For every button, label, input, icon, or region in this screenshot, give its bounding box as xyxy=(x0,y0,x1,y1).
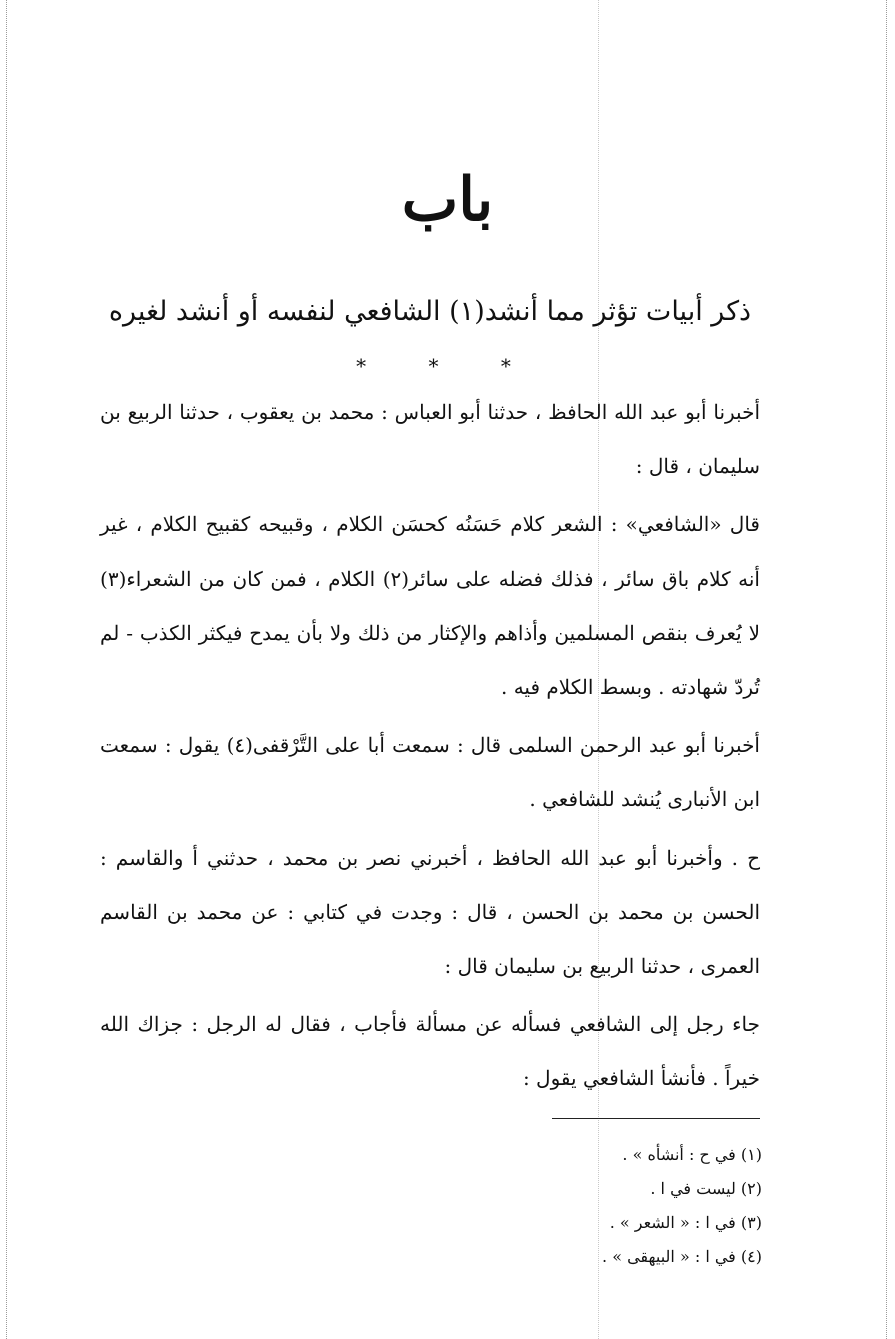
main-text xyxy=(100,385,760,1110)
paragraph-2: قال «الشافعي» : الشعر كلام حَسَنُه كحسَن الكلام ، وقبيحه كقبيح الكلام ، غير أنه كلام باق سائر ، فذلك فضله على سائر(٢) الكلام ، فمن كان من الشعراء(٣) لا يُعرف بنقص المسلمين وأذاهم والإكثار من ذلك ولا بأن يمدح فيكثر الكذب - لم تُردّ شهادته . وبسط الكلام فيه . xyxy=(100,512,760,700)
paragraph-1: أخبرنا أبو عبد الله الحافظ ، حدثنا أبو العباس : محمد بن يعقوب ، حدثنا الربيع بن سليمان ، قال : xyxy=(100,400,760,479)
footnotes xyxy=(300,1138,762,1274)
footnote-divider xyxy=(552,1118,760,1119)
chapter-heading: باب xyxy=(401,165,494,235)
paragraph-4: ح . وأخبرنا أبو عبد الله الحافظ ، أخبرني نصر بن محمد ، حدثني أ والقاسم : الحسن بن محمد بن الحسن ، قال : وجدت في كتابي : عن محمد بن القاسم العمرى ، حدثنا الربيع بن سليمان قال : xyxy=(100,845,760,979)
footnote-4: (٤) في ا : « البيهقى » . xyxy=(602,1247,762,1266)
paragraph-5: جاء رجل إلى الشافعي فسأله عن مسألة فأجاب ، فقال له الرجل : جزاك الله خيراً . فأنشأ الشافعي يقول : xyxy=(100,1012,760,1091)
chapter-subheading: ذكر أبيات تؤثر مما أنشد(١) الشافعي لنفسه أو أنشد لغيره xyxy=(108,296,752,327)
footnote-2: (٢) ليست في ا . xyxy=(650,1179,762,1198)
footnote-3: (٣) في ا : « الشعر » . xyxy=(609,1213,762,1232)
footnote-1: (١) في ح : أنشأه » . xyxy=(622,1145,762,1164)
paragraph-3: أخبرنا أبو عبد الرحمن السلمى قال : سمعت أبا على التَّرْقفى(٤) يقول : سمعت ابن الأنبارى يُنشد للشافعي . xyxy=(100,733,760,812)
section-separator: * * * xyxy=(356,354,539,378)
